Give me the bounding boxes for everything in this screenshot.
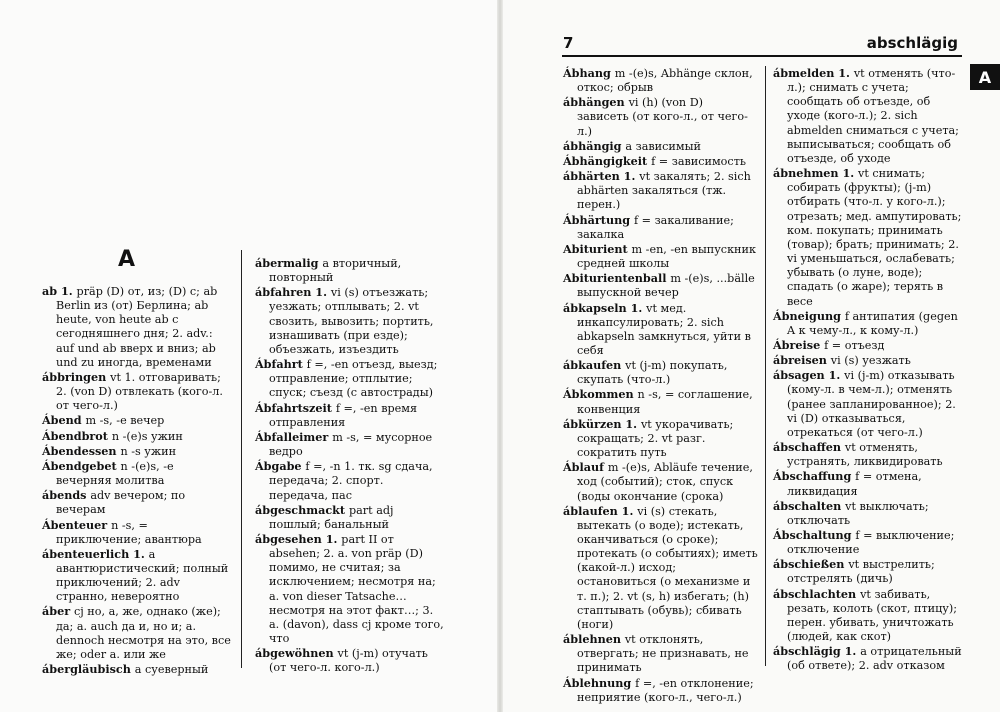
entry-headword: Ábschaffung — [773, 469, 856, 484]
entry-headword: ábbringen — [42, 369, 111, 384]
dictionary-entry — [773, 309, 963, 338]
left-page-column-2 — [255, 256, 445, 676]
dictionary-entry — [563, 387, 758, 416]
dictionary-entry — [255, 532, 445, 646]
entry-definition: f = выключение; отключение — [787, 529, 955, 557]
entry-definition: m -s, -e вечер — [85, 414, 165, 428]
entry-definition: f = отмена, ликвидация — [787, 470, 922, 498]
dictionary-entry — [255, 646, 445, 675]
entry-headword: ábschlachten — [773, 586, 861, 601]
dictionary-entry — [255, 401, 445, 430]
entry-headword: ábgeschmackt — [255, 502, 349, 517]
entry-headword: ábschaffen — [773, 440, 845, 455]
entry-headword: Ábkommen — [563, 387, 638, 402]
entry-headword: ábschießen — [773, 557, 849, 572]
entry-definition: vt отклонять, отвергать; не признавать, не принимать — [577, 633, 749, 675]
dictionary-entry — [563, 271, 758, 300]
entry-headword: ábgesehen 1. — [255, 531, 342, 546]
dictionary-entry — [563, 242, 758, 271]
entry-definition: a отрицательный (об ответе); 2. adv отказом — [787, 645, 962, 673]
dictionary-entry — [42, 518, 232, 547]
thumb-index-tab[interactable]: A — [970, 64, 1000, 90]
entry-headword: Ábhärtung — [563, 212, 634, 227]
entry-definition: f = отъезд — [824, 338, 885, 352]
right-column-divider — [765, 66, 766, 666]
running-head: abschlägig — [866, 34, 958, 52]
dictionary-entry — [563, 139, 758, 154]
entry-definition: a вторичный, повторный — [269, 257, 402, 285]
entry-headword: áblaufen 1. — [563, 503, 638, 518]
entry-definition: präp (D) от, из; (D) с; ab Berlin из (от) Берлина; ab heute, von heute ab с сегодняшнего дня; 2. adv.: auf und ab вверх и вниз; ab und zu иногда, временами — [56, 285, 218, 369]
dictionary-entry — [42, 429, 232, 444]
entry-headword: ábschalten — [773, 498, 846, 513]
dictionary-entry — [42, 662, 232, 677]
entry-definition: n -s, = соглашение, конвенция — [577, 388, 753, 416]
entry-definition: vt (j-m) отучать (от чего-л. кого-л.) — [269, 647, 428, 675]
entry-definition: m -(e)s, Abhänge склон, откос; обрыв — [577, 67, 753, 95]
entry-definition: adv вечером; по вечерам — [56, 489, 186, 517]
entry-definition: vt укорачивать; сокращать; 2. vt разг. сократить путь — [577, 417, 734, 460]
entry-definition: vt мед. инкапсулировать; 2. sich abkapseln замкнуться, уйти в себя — [577, 301, 751, 357]
right-page-column-1 — [563, 66, 758, 705]
entry-headword: Ábreise — [773, 337, 825, 352]
dictionary-entry — [42, 284, 232, 370]
entry-headword: ábhängen — [563, 95, 629, 110]
left-page-column-1 — [42, 284, 232, 677]
dictionary-entry — [563, 66, 758, 95]
entry-headword: ábhängig — [563, 138, 626, 153]
section-letter: A — [118, 247, 136, 272]
entry-headword: Ábhang — [563, 66, 615, 80]
dictionary-entry — [255, 459, 445, 502]
entry-definition: f =, -en время отправления — [269, 401, 418, 429]
entry-headword: ábmelden 1. — [773, 66, 854, 80]
entry-definition: f антипатия (gegen A к чему-л., к кому-л.) — [787, 309, 958, 337]
entry-definition: part II от absehen; 2. a. von präp (D) помимо, не считая; за исключением; несмотря на; a. von dieser Tatsache… несмотря на этот факт…; 3. a. (davon), dass cj кроме того, что — [269, 532, 444, 646]
entry-definition: n -(e)s, -e вечерняя молитва — [56, 459, 174, 488]
entry-definition: vt (j-m) покупать, скупать (что-л.) — [577, 359, 728, 387]
dictionary-entry — [563, 95, 758, 138]
entry-headword: ábhärten 1. — [563, 169, 640, 184]
entry-definition: vi (s) уезжать — [830, 354, 911, 368]
entry-headword: Ábfahrtszeit — [255, 400, 336, 415]
entry-headword: ábermalig — [255, 256, 323, 270]
entry-headword: ábenteuerlich 1. — [42, 546, 149, 561]
dictionary-entry — [255, 357, 445, 400]
entry-definition: cj но, а, же, однако (же); да; a. auch да и, но и; a. dennoch несмотря на это, все же; oder a. или же — [56, 605, 231, 661]
dictionary-entry — [563, 676, 758, 705]
entry-headword: ábkaufen — [563, 358, 626, 373]
entry-definition: m -(e)s, ...bälle выпускной вечер — [577, 272, 755, 300]
entry-definition: vt отменять (что-л.); снимать с учета; сообщать об отъезде, об уходе (кого-л.); 2. sich abmelden сниматься с учета; выписываться; сообщать об отъезде, об уходе — [787, 67, 959, 165]
dictionary-entry — [255, 503, 445, 532]
dictionary-entry — [42, 459, 232, 488]
header-rule — [562, 55, 962, 57]
entry-headword: Ábendessen — [42, 443, 121, 458]
dictionary-entry — [773, 368, 963, 440]
entry-definition: f = закаливание; закалка — [577, 213, 734, 241]
entry-definition: f =, -en отклонение; неприятие (кого-л., чего-л.) — [577, 676, 754, 704]
entry-definition: m -s, = мусорное ведро — [269, 430, 433, 459]
entry-headword: Ábendgebet — [42, 458, 121, 473]
entry-headword: ábschlägig 1. — [773, 644, 861, 659]
dictionary-entry — [773, 338, 963, 353]
dictionary-entry — [773, 587, 963, 645]
entry-definition: part adj пошлый; банальный — [269, 503, 394, 531]
entry-headword: Ábgabe — [255, 459, 306, 474]
dictionary-entry — [773, 353, 963, 368]
entry-headword: ábnehmen 1. — [773, 166, 859, 181]
dictionary-entry — [563, 301, 758, 359]
entry-definition: vt выключать; отключать — [787, 499, 929, 527]
dictionary-entry — [255, 285, 445, 357]
entry-definition: m -(e)s, Abläufe течение, ход (событий); сток, спуск (воды окончание (срока) — [577, 461, 753, 503]
dictionary-entry — [255, 430, 445, 459]
page-number: 7 — [563, 34, 574, 52]
dictionary-entry — [563, 632, 758, 675]
dictionary-entry — [42, 604, 232, 662]
dictionary-entry — [563, 460, 758, 503]
dictionary-entry — [42, 488, 232, 517]
entry-headword: ábreisen — [773, 353, 831, 368]
entry-headword: ábkapseln 1. — [563, 300, 647, 315]
dictionary-entry — [773, 528, 963, 557]
entry-definition: f =, -n 1. тк. sg сдача, передача; 2. спорт. передача, пас — [269, 460, 433, 502]
entry-headword: Ábfalleimer — [255, 429, 333, 444]
dictionary-entry — [42, 444, 232, 459]
entry-definition: a суеверный — [134, 663, 209, 677]
dictionary-entry — [255, 256, 445, 285]
entry-headword: Áblauf — [563, 460, 608, 475]
entry-headword: Áblehnung — [563, 675, 636, 690]
dictionary-entry — [773, 166, 963, 309]
entry-definition: vi (j-m) отказывать (кому-л. в чем-л.); отменять (ранее запланированное); 2. vi (D) отказываться, отрекаться (от чего-л.) — [787, 369, 956, 439]
dictionary-entry — [42, 413, 232, 428]
entry-headword: Ábend — [42, 413, 86, 428]
entry-headword: Ábfahrt — [255, 357, 307, 372]
entry-headword: ábends — [42, 488, 91, 503]
entry-headword: Ábenteuer — [42, 517, 112, 532]
entry-definition: vt отменять, устранять, ликвидировать — [787, 441, 943, 469]
dictionary-entry — [773, 557, 963, 586]
entry-definition: n -(e)s ужин — [111, 429, 183, 443]
entry-headword: Abiturient — [563, 241, 632, 256]
entry-definition: vi (h) (von D) зависеть (от кого-л., от чего-л.) — [577, 96, 748, 138]
entry-definition: m -en, -en выпускник средней школы — [577, 242, 756, 271]
entry-definition: n -s ужин — [120, 444, 177, 458]
dictionary-entry — [563, 213, 758, 242]
dictionary-entry — [42, 370, 232, 413]
entry-definition: vt 1. отговаривать; 2. (von D) отвлекать (кого-л. от чего-л.) — [56, 370, 223, 413]
dictionary-entry — [773, 469, 963, 498]
entry-headword: ab 1. — [42, 284, 77, 298]
dictionary-entry — [773, 644, 963, 673]
entry-definition: f = зависимость — [651, 154, 746, 168]
entry-headword: ábsagen 1. — [773, 368, 845, 383]
dictionary-entry — [773, 66, 963, 166]
entry-definition: vt закалять; 2. sich abhärten закаляться (тж. перен.) — [577, 170, 751, 212]
entry-headword: Ábschaltung — [773, 528, 856, 542]
entry-headword: áber — [42, 604, 74, 619]
entry-headword: ábgewöhnen — [255, 646, 338, 661]
entry-headword: áblehnen — [563, 632, 625, 647]
entry-definition: f =, -en отъезд, выезд; отправление; отплытие; спуск; съезд (с автострады) — [269, 358, 438, 400]
entry-definition: vt выстрелить; отстрелять (дичь) — [787, 558, 935, 586]
dictionary-entry — [563, 169, 758, 212]
entry-definition: a зависимый — [625, 139, 701, 153]
dictionary-entry — [42, 547, 232, 605]
entry-headword: Ábendbrot — [42, 428, 112, 443]
entry-definition: n -s, = приключение; авантюра — [56, 518, 202, 546]
left-column-divider — [241, 250, 242, 668]
dictionary-entry — [563, 358, 758, 387]
dictionary-entry — [563, 504, 758, 632]
entry-definition: vi (s) отъезжать; уезжать; отплывать; 2. vt свозить, вывозить; портить, изнашивать (при езде); объезжать, изъездить — [269, 286, 434, 356]
entry-definition: vi (s) стекать, вытекать (о воде); истекать, оканчиваться (о сроке); протекать (о событиях); иметь (какой-л.) исход; остановиться (о механизме и т. п.); 2. vt (s, h) избегать; (h) стаптывать (обувь); сбивать (ноги) — [577, 504, 758, 631]
dictionary-entry — [773, 440, 963, 469]
entry-definition: vt снимать; собирать (фрукты); (j-m) отбирать (что-л. у кого-л.); отрезать; мед. ампутировать; ком. покупать; принимать (товар); брать; принимать; 2. vi уменьшаться, ослабевать; убывать (о луне, воде); спадать (о жаре); терять в весе — [787, 167, 962, 308]
entry-headword: ábkürzen 1. — [563, 416, 641, 431]
dictionary-entry — [773, 499, 963, 528]
entry-definition: a авантюристический; полный приключений; 2. adv странно, невероятно — [56, 547, 229, 604]
entry-headword: Abiturientenball — [563, 271, 671, 286]
entry-headword: ábfahren 1. — [255, 285, 331, 300]
dictionary-entry — [563, 154, 758, 169]
entry-headword: Ábneigung — [773, 308, 845, 323]
book-spine — [497, 0, 503, 712]
entry-headword: Ábhängigkeit — [563, 153, 652, 168]
entry-headword: ábergläubisch — [42, 662, 135, 677]
entry-definition: vt забивать, резать, колоть (скот, птицу); перен. убивать, уничтожать (людей, как скот) — [787, 587, 958, 644]
right-page-column-2 — [773, 66, 963, 674]
dictionary-entry — [563, 417, 758, 460]
